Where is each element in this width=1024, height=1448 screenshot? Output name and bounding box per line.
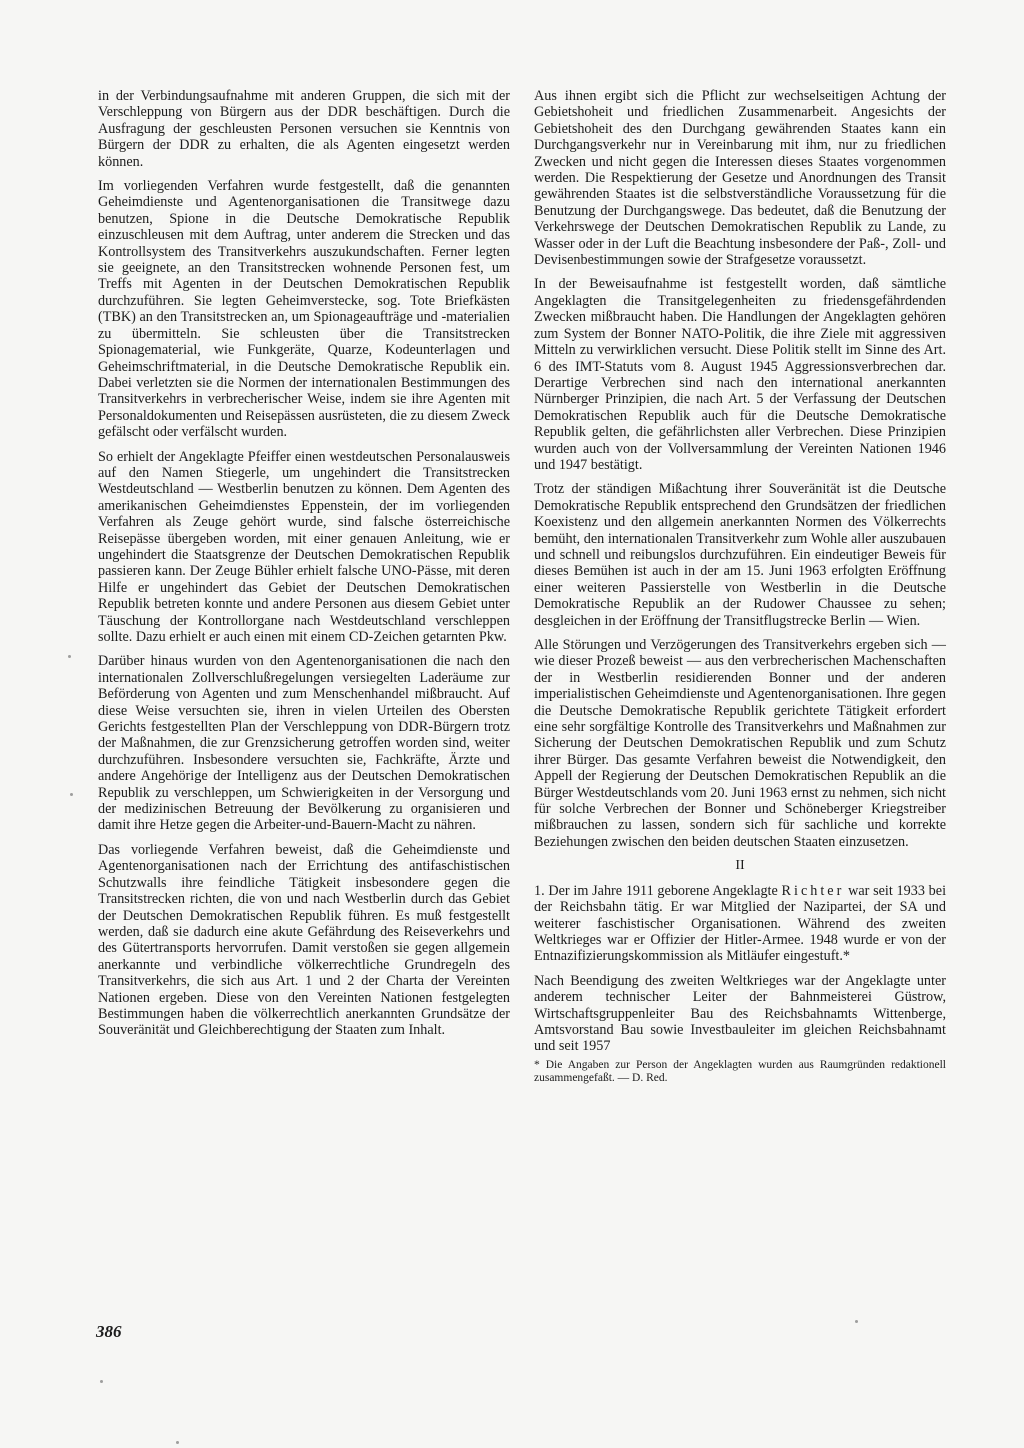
paragraph-text: war seit 1933 bei der Reichsbahn tätig. Er war Mitglied der Nazipartei, der SA und weiterer faschistischer Organisationen. Während des zweiten Weltkrieges war er Offizier der Hitler-Armee. 1948 wurde er von der Entnazifizierungskommission als Mitläufer eingestuft.* — [534, 882, 947, 965]
footnote: * Die Angaben zur Person der Angeklagten wurden aus Raumgründen redaktionell zusammengefaßt. — D. Red. — [534, 1058, 946, 1085]
paragraph: Nach Beendigung des zweiten Weltkrieges war der Angeklagte unter anderem technischer Leiter der Bahnmeisterei Güstrow, Wirtschaftsgruppenleiter Bau des Reichsbahnamts Wittenberge, Amtsvorstand Bau sowie Investbauleiter im gleichen Reichsbahnamt und seit 1957 — [534, 972, 946, 1055]
right-column — [534, 88, 946, 1086]
scan-speck — [176, 1441, 179, 1444]
paragraph: Darüber hinaus wurden von den Agentenorganisationen die nach den internationalen Zollverschlußregelungen versiegelten Laderäume zur Beförderung von Agenten und zum Menschenhandel mißbraucht. Auf diese Weise versuchten sie, ihren in vielen Urteilen des Obersten Gerichts festgestellten Plan der Verschleppung von DDR-Bürgern trotz der Maßnahmen, die zur Grenzsicherung getroffen worden sind, weiter durchzuführen. Insbesondere versuchten sie, Fachkräfte, Ärzte und andere Angehörige der Intelligenz aus der Deutschen Demokratischen Republik zu verschleppen, um Schwierigkeiten in der Versorgung und der medizinischen Betreuung der Bevölkerung zu organisieren und damit ihre Hetze gegen die Arbeiter-und-Bauern-Macht zu nähren. — [98, 653, 510, 834]
scan-speck — [855, 1320, 858, 1323]
left-column — [98, 88, 510, 1047]
defendant-name: Richter — [781, 882, 845, 899]
paragraph: Alle Störungen und Verzögerungen des Transitverkehrs ergeben sich — wie dieser Prozeß beweist — aus den verbrecherischen Machenschaften der in Westberlin residierenden Bonner und der anderen imperialistischen Geheimdienste und Agentenorganisationen. Ihre gegen die Deutsche Demokratische Republik gerichtete Tätigkeit erfordert eine sehr sorgfältige Kontrolle des Transitverkehrs und Maßnahmen zur Sicherung der Deutschen Demokratischen Republik und zum Schutz ihrer Bürger. Das gesamte Verfahren beweist die Notwendigkeit, den Appell der Regierung der Deutschen Demokratischen Republik an die Bürger Westdeutschlands vom 20. Juni 1963 ernst zu nehmen, sich nicht für solche Verbrechen der Bonner und Schöneberger Kriegstreiber mißbrauchen zu lassen, sondern sich für sachliche und korrekte Beziehungen zwischen den beiden deutschen Staaten einzusetzen. — [534, 637, 946, 850]
scan-speck — [68, 655, 71, 658]
paragraph — [534, 883, 946, 965]
paragraph: Das vorliegende Verfahren beweist, daß die Geheimdienste und Agentenorganisationen nach der Errichtung des antifaschistischen Schutzwalls ihre feindliche Tätigkeit insbesondere gegen die Transitstrecken richten, die von und nach Westberlin durch das Gebiet der Deutschen Demokratischen Republik führen. Es muß festgestellt werden, daß sie dadurch eine akute Gefährdung des Reiseverkehrs und des Gütertransports hervorrufen. Damit verstoßen sie gegen allgemein anerkannte und verbindliche völkerrechtliche Grundregeln des Transitverkehrs, die sich aus Art. 1 und 2 der Charta der Vereinten Nationen ergeben. Diese von den Vereinten Nationen festgelegten Bestimmungen haben die völkerrechtlich anerkannten Grundsätze der Souveränität und Gleichberechtigung der Staaten zum Inhalt. — [98, 841, 510, 1039]
paragraph: Aus ihnen ergibt sich die Pflicht zur wechselseitigen Achtung der Gebietshoheit und friedlichen Zusammenarbeit. Angesichts der Gebietshoheit des den Durchgang gewährenden Staates kann ein Durchgangsverkehr nur in Vereinbarung mit ihm, nur zu friedlichen Zwecken und nicht gegen die Interessen dieses Staates vorgenommen werden. Die Respektierung der Gesetze und Anordnungen des Transit gewährenden Staates ist die selbstverständliche Voraussetzung für die Benutzung der Durchgangswege. Das bedeutet, daß die Benutzung der Verkehrswege der Deutschen Demokratischen Republik zu Lande, zu Wasser oder in der Luft die Beachtung insbesondere der Paß-, Zoll- und Devisenbestimmungen sowie der Strafgesetze voraussetzt. — [534, 88, 946, 269]
scan-speck — [70, 793, 73, 796]
section-heading: II — [735, 858, 745, 874]
paragraph: Im vorliegenden Verfahren wurde festgestellt, daß die genannten Geheimdienste und Agentenorganisationen die Transitwege dazu benutzen, Spione in die Deutsche Demokratische Republik einzuschleusen mit dem Auftrag, unter anderem die Strecken und das Kontrollsystem des Transitverkehrs auszukundschaften. Ferner legten sie geeignete, an den Transitstrecken wohnende Personen fest, um Treffs mit Agenten in der Deutschen Demokratischen Republik durchzuführen. Sie legten Geheimverstecke, sog. Tote Briefkästen (TBK) an den Transitstrecken an, um Spionageaufträge und -materialien zu übermitteln. Sie schleusten über die Transitstrecken Spionagematerial, wie Funkgeräte, Quarze, Kodeunterlagen und Geheimschriftmaterial, in die Deutsche Demokratische Republik ein. Dabei verletzten sie die Normen der internationalen Bestimmungen des Transitverkehrs in verbrecherischer Weise, indem sie ihre Agenten mit Personaldokumenten und Reisepässen ausrüsteten, die zu diesem Zweck gefälscht oder verfälscht wurden. — [98, 178, 510, 441]
paragraph: In der Beweisaufnahme ist festgestellt worden, daß sämtliche Angeklagten die Transitgelegenheiten zu friedensgefährdenden Zwecken mißbraucht haben. Die Handlungen der Angeklagten gehören zum System der Bonner NATO-Politik, die ihre Ziele mit aggressiven Mitteln zu verwirklichen versucht. Diese Politik stellt im Sinne des Art. 6 des IMT-Statuts vom 8. August 1945 Aggressionsverbrechen dar. Derartige Verbrechen sind nach den international anerkannten Nürnberger Prinzipien, die nach Art. 5 der Verfassung der Deutschen Demokratischen Republik auch für die Deutsche Demokratische Republik gelten, die gefährlichsten aller Verbrechen. Diese Prinzipien wurden auch von der Vollversammlung der Vereinten Nationen 1946 und 1947 bestätigt. — [534, 276, 946, 473]
paragraph-text: 1. Der im Jahre 1911 geborene Angeklagte — [534, 882, 778, 899]
scan-speck — [100, 1380, 103, 1383]
page-number: 386 — [96, 1322, 122, 1341]
paragraph: So erhielt der Angeklagte Pfeiffer einen westdeutschen Personalausweis auf den Namen Stiegerle, um ungehindert die Transitstrecken Westdeutschland — Westberlin benutzen zu können. Dem Agenten des amerikanischen Geheimdienstes Eppenstein, der im vorliegenden Verfahren als Zeuge gehört wurde, sind falsche österreichische Reisepässe übergeben worden, mit einer genauen Anleitung, wie er ungehindert die Staatsgrenze der Deutschen Demokratischen Republik passieren kann. Der Zeuge Bühler erhielt falsche UNO-Pässe, mit deren Hilfe er ungehindert das Gebiet der Deutschen Demokratischen Republik betreten konnte und andere Personen aus diesem Gebiet unter Täuschung der Kontrollorgane nach Westdeutschland verschleppen sollte. Dazu erhielt er auch einen mit einem CD-Zeichen getarnten Pkw. — [98, 448, 510, 645]
paragraph: in der Verbindungsaufnahme mit anderen Gruppen, die sich mit der Verschleppung von Bürgern aus der DDR beschäftigen. Durch die Ausfragung der geschleusten Personen versuchen sie Kenntnis von Bürgern der DDR zu erhalten, die als Agenten eingesetzt werden können. — [98, 88, 510, 170]
paragraph: Trotz der ständigen Mißachtung ihrer Souveränität ist die Deutsche Demokratische Republik entsprechend den Grundsätzen der friedlichen Koexistenz und den allgemein anerkannten Normen des Völkerrechts bemüht, den internationalen Transitverkehr zum Wohle aller auszubauen und schnell und reibungslos durchzuführen. Ein eindeutiger Beweis für dieses Bemühen ist auch in der am 15. Juni 1963 erfolgten Eröffnung einer weiteren Passierstelle von Westberlin in die Deutsche Demokratische Republik an der Rudower Chaussee zu sehen; desgleichen in der Eröffnung der Transitflugstrecke Berlin — Wien. — [534, 481, 946, 629]
